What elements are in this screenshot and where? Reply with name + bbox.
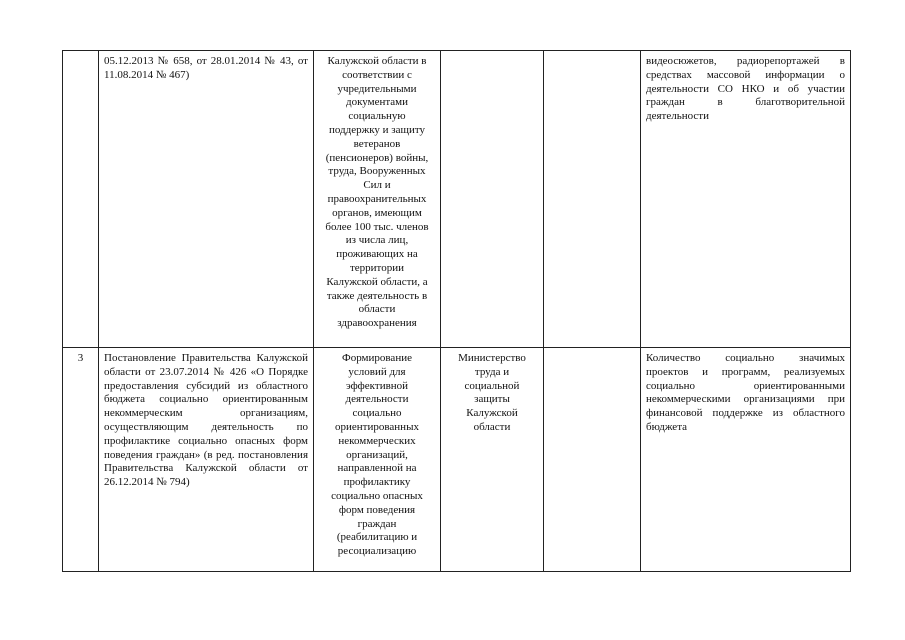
goal-line: (реабилитацию и [336, 531, 418, 544]
empty-cell [544, 51, 641, 348]
goal-cell [314, 51, 441, 348]
goal-line: более 100 тыс. членов [325, 220, 429, 233]
goal-line: из числа лиц, [345, 234, 409, 247]
goal-line: проживающих на [336, 248, 418, 261]
goal-line: соответствии с [342, 68, 412, 81]
goal-line: направленной на [337, 462, 417, 475]
legal-document-cell: 05.12.2013 № 658, от 28.01.2014 № 43, от 11.08.2014 № 467) [99, 51, 314, 348]
organ-line: области [473, 420, 511, 433]
goal-line: профилактику [343, 476, 411, 489]
goal-line: Сил и [363, 179, 391, 192]
goal-line: учредительными [337, 82, 417, 95]
responsible-organ-cell [441, 348, 544, 572]
goal-line: социально [352, 407, 402, 420]
goal-line: организаций, [346, 448, 408, 461]
goal-line: здравоохранения [337, 317, 417, 330]
goal-line: Формирование [342, 352, 412, 364]
goal-line: форм поведения [338, 503, 416, 516]
goal-line: области [358, 303, 396, 316]
goal-line: эффективной [345, 379, 409, 392]
goal-line: граждан [357, 517, 397, 530]
goal-line: органов, имеющим [332, 206, 422, 219]
table-row [63, 348, 851, 572]
goal-line: социальную [348, 110, 406, 123]
goal-line: Калужской области, а [326, 275, 428, 288]
goal-line: территории [349, 261, 404, 274]
goal-line: деятельности [345, 393, 409, 406]
organ-line: социальной [464, 379, 520, 392]
organ-line: Калужской [466, 407, 518, 420]
organ-line: защиты [474, 393, 510, 406]
indicator-cell: Количество социально значимых проектов и программ, реализуемых социально ориентированными некоммерческими организациями при финансовой поддержке из областного бюджета [641, 348, 851, 572]
goal-line: Калужской области в [327, 55, 427, 67]
organ-line: Министерство [458, 352, 526, 364]
table-row [63, 51, 851, 348]
responsible-organ-cell [441, 51, 544, 348]
goal-line: ветеранов [353, 137, 401, 150]
goal-line: труда, Вооруженных [328, 165, 426, 178]
goal-line: правоохранительных [327, 192, 427, 205]
goal-line: поддержку и защиту [328, 123, 426, 136]
goal-line: ориентированных [335, 420, 419, 433]
goal-line: условий для [348, 365, 406, 378]
indicator-cell: видеосюжетов, радиорепортажей в средствах массовой информации о деятельности СО НКО и об участии граждан в благотворительной деятельности [641, 51, 851, 348]
organ-line: труда и [474, 365, 510, 378]
goal-line: некоммерческих [338, 434, 416, 447]
goal-cell [314, 348, 441, 572]
empty-cell [544, 348, 641, 572]
goal-line: (пенсионеров) войны, [325, 151, 429, 164]
goal-line: документами [345, 96, 409, 109]
program-table [62, 50, 851, 572]
goal-line: также деятельность в [326, 289, 428, 302]
row-number-cell [63, 51, 99, 348]
goal-line: ресоциализацию [337, 545, 417, 558]
goal-line: социально опасных [331, 489, 423, 502]
legal-document-cell: Постановление Правительства Калужской области от 23.07.2014 № 426 «О Порядке предоставления субсидий из областного бюджета социально ориентированным некоммерческим организациям, осуществляющим деятельность по профилактике социально опасных форм поведения граждан» (в ред. постановления Правительства Калужской области от 26.12.2014 № 794) [99, 348, 314, 572]
row-number-cell: 3 [63, 348, 99, 572]
